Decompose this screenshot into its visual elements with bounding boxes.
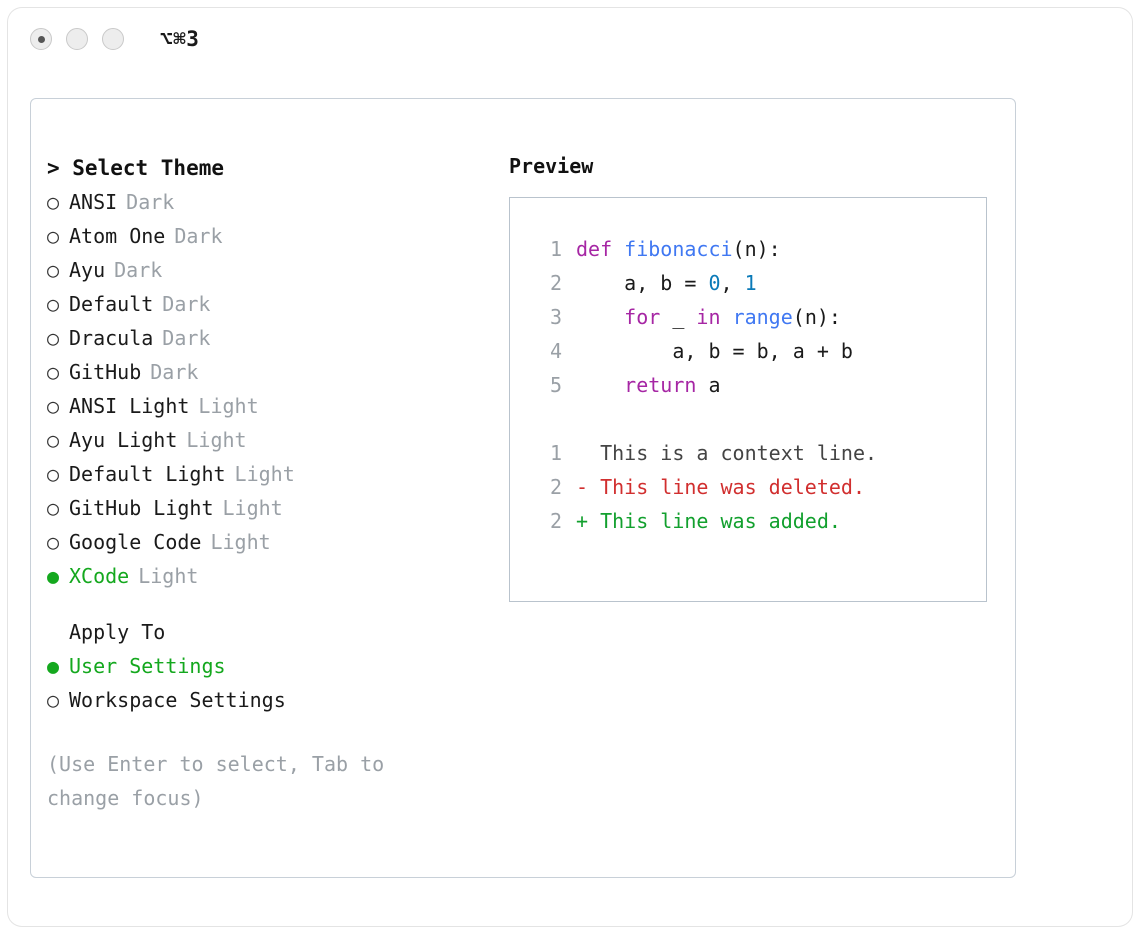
select-theme-heading: > Select Theme bbox=[47, 156, 225, 180]
theme-variant-tag: Light bbox=[186, 428, 247, 452]
window-minimize-button[interactable] bbox=[66, 28, 88, 50]
code-token: return bbox=[624, 373, 697, 397]
code-blank-line bbox=[528, 402, 968, 436]
window-maximize-button[interactable] bbox=[102, 28, 124, 50]
code-token: , bbox=[720, 271, 745, 295]
theme-variant-tag: Light bbox=[210, 530, 271, 554]
theme-variant-tag: Dark bbox=[174, 224, 223, 248]
radio-icon[interactable]: ○ bbox=[47, 190, 60, 214]
theme-variant-tag: Light bbox=[234, 462, 295, 486]
diff-text: This is a context line. bbox=[600, 441, 878, 465]
shortcut-label: ⌥⌘3 bbox=[160, 27, 200, 51]
code-token: fibonacci bbox=[624, 237, 733, 261]
code-token bbox=[576, 368, 624, 402]
radio-icon[interactable]: ● bbox=[47, 654, 60, 678]
radio-icon[interactable]: ○ bbox=[47, 688, 60, 712]
theme-name: Default bbox=[69, 292, 154, 316]
theme-name: Ayu Light bbox=[69, 428, 178, 452]
theme-variant-tag: Dark bbox=[162, 292, 211, 316]
line-number: 5 bbox=[549, 373, 562, 397]
theme-name: Default Light bbox=[69, 462, 226, 486]
code-token bbox=[721, 300, 733, 334]
line-number: 4 bbox=[549, 339, 562, 363]
theme-name: Ayu bbox=[69, 258, 106, 282]
theme-variant-tag: Light bbox=[138, 564, 199, 588]
app-window bbox=[8, 8, 1132, 926]
radio-icon[interactable]: ● bbox=[47, 564, 60, 588]
radio-icon[interactable]: ○ bbox=[47, 224, 60, 248]
theme-name: XCode bbox=[69, 564, 130, 588]
line-number: 1 bbox=[549, 441, 562, 465]
list-item[interactable] bbox=[47, 287, 487, 321]
apply-target-name: Workspace Settings bbox=[69, 688, 286, 712]
line-number: 2 bbox=[549, 475, 562, 499]
theme-name: Google Code bbox=[69, 530, 202, 554]
theme-list-column bbox=[47, 151, 487, 815]
line-number: 1 bbox=[549, 237, 562, 261]
radio-icon[interactable]: ○ bbox=[47, 360, 60, 384]
list-item[interactable] bbox=[47, 389, 487, 423]
preview-box bbox=[509, 197, 987, 602]
list-item[interactable] bbox=[47, 525, 487, 559]
code-token: (n): bbox=[792, 305, 841, 329]
radio-icon[interactable]: ○ bbox=[47, 394, 60, 418]
diff-text: This line was deleted. bbox=[600, 475, 865, 499]
diff-marker: - bbox=[576, 475, 601, 499]
code-token: _ bbox=[660, 305, 697, 329]
theme-name: GitHub Light bbox=[69, 496, 214, 520]
theme-variant-tag: Light bbox=[198, 394, 259, 418]
list-item[interactable] bbox=[47, 457, 487, 491]
list-item[interactable] bbox=[47, 683, 487, 717]
code-token: range bbox=[732, 305, 793, 329]
code-line bbox=[528, 368, 968, 402]
theme-variant-tag: Light bbox=[222, 496, 283, 520]
diff-marker: + bbox=[576, 509, 601, 533]
code-line bbox=[528, 232, 968, 266]
apply-to-option-list bbox=[47, 649, 487, 717]
list-item-selected[interactable] bbox=[47, 649, 487, 683]
diff-text: This line was added. bbox=[600, 509, 841, 533]
theme-name: ANSI Light bbox=[69, 394, 190, 418]
radio-icon[interactable]: ○ bbox=[47, 292, 60, 316]
code-token: (n): bbox=[732, 237, 781, 261]
theme-variant-tag: Dark bbox=[126, 190, 175, 214]
radio-icon[interactable]: ○ bbox=[47, 496, 60, 520]
list-item[interactable] bbox=[47, 185, 487, 219]
list-item-selected[interactable] bbox=[47, 559, 487, 593]
code-token: for bbox=[624, 305, 661, 329]
code-token bbox=[576, 300, 624, 334]
keyboard-hint-text: (Use Enter to select, Tab to change focus) bbox=[47, 752, 397, 810]
preview-column bbox=[509, 151, 999, 602]
window-close-button[interactable] bbox=[30, 28, 52, 50]
code-line bbox=[528, 300, 968, 334]
list-item[interactable] bbox=[47, 253, 487, 287]
code-token: in bbox=[696, 305, 721, 329]
code-line bbox=[528, 266, 968, 300]
code-line bbox=[528, 334, 968, 368]
code-token: def bbox=[576, 237, 625, 261]
theme-variant-tag: Dark bbox=[162, 326, 211, 350]
list-item[interactable] bbox=[47, 491, 487, 525]
theme-name: Atom One bbox=[69, 224, 166, 248]
diff-line-context bbox=[528, 436, 968, 470]
code-token: a bbox=[696, 373, 721, 397]
theme-name: GitHub bbox=[69, 360, 142, 384]
theme-selector-panel bbox=[30, 98, 1016, 878]
line-number: 2 bbox=[549, 271, 562, 295]
list-item[interactable] bbox=[47, 219, 487, 253]
code-token: a, b = bbox=[576, 271, 709, 295]
title-bar bbox=[8, 8, 1132, 70]
radio-icon[interactable]: ○ bbox=[47, 258, 60, 282]
theme-variant-tag: Dark bbox=[150, 360, 199, 384]
diff-marker bbox=[576, 436, 600, 470]
theme-name: ANSI bbox=[69, 190, 118, 214]
radio-icon[interactable]: ○ bbox=[47, 462, 60, 486]
preview-heading: Preview bbox=[509, 154, 594, 178]
theme-option-list bbox=[47, 185, 487, 593]
line-number: 3 bbox=[549, 305, 562, 329]
code-token: 1 bbox=[744, 271, 757, 295]
radio-icon[interactable]: ○ bbox=[47, 428, 60, 452]
radio-icon[interactable]: ○ bbox=[47, 530, 60, 554]
radio-icon[interactable]: ○ bbox=[47, 326, 60, 350]
list-spacer bbox=[47, 593, 487, 615]
diff-line-deleted bbox=[528, 470, 968, 504]
line-number: 2 bbox=[549, 509, 562, 533]
code-token: 0 bbox=[708, 271, 721, 295]
apply-to-heading: Apply To bbox=[69, 620, 166, 644]
code-token: a, b = b, a + b bbox=[576, 339, 853, 363]
theme-variant-tag: Dark bbox=[114, 258, 163, 282]
apply-target-name: User Settings bbox=[69, 654, 226, 678]
list-item[interactable] bbox=[47, 321, 487, 355]
list-item[interactable] bbox=[47, 355, 487, 389]
theme-name: Dracula bbox=[69, 326, 154, 350]
diff-line-added bbox=[528, 504, 968, 538]
list-item[interactable] bbox=[47, 423, 487, 457]
